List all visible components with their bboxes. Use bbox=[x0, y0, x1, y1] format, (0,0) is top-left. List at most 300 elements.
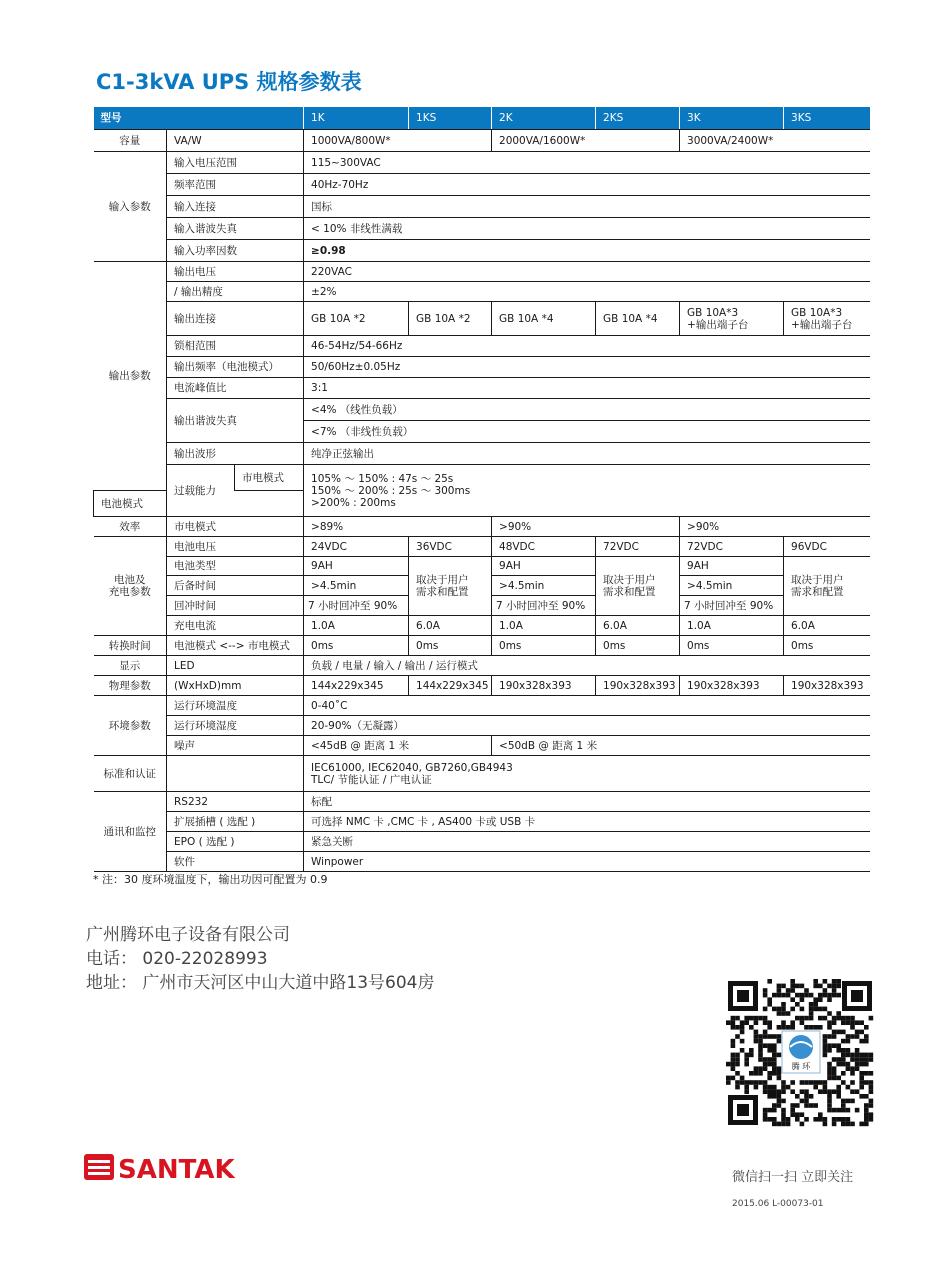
qr-module bbox=[804, 1025, 809, 1030]
row-label: 市电模式 bbox=[167, 517, 304, 537]
qr-module bbox=[823, 1085, 828, 1090]
qr-module bbox=[827, 1025, 832, 1030]
table-row bbox=[94, 517, 870, 537]
cell-value: 0ms bbox=[596, 636, 680, 656]
qr-module bbox=[850, 1071, 855, 1076]
qr-module bbox=[841, 1053, 846, 1058]
cell-value: >90% bbox=[680, 517, 870, 537]
qr-module bbox=[800, 1020, 805, 1025]
qr-module bbox=[781, 1122, 786, 1127]
qr-module bbox=[859, 1062, 864, 1067]
qr-module bbox=[777, 984, 782, 989]
qr-module bbox=[859, 1094, 864, 1099]
qr-module bbox=[804, 1016, 809, 1021]
qr-module bbox=[850, 1057, 855, 1062]
qr-module bbox=[809, 1007, 814, 1012]
qr-module bbox=[800, 1099, 805, 1104]
qr-module bbox=[836, 1089, 841, 1094]
qr-module bbox=[767, 1071, 772, 1076]
qr-module bbox=[813, 1025, 818, 1030]
qr-module bbox=[754, 1016, 759, 1021]
cell-value: 72VDC bbox=[680, 537, 784, 557]
qr-module bbox=[859, 1039, 864, 1044]
qr-module bbox=[869, 1099, 874, 1104]
table-row bbox=[94, 537, 870, 557]
table-row bbox=[94, 357, 870, 378]
cell-value: 0ms bbox=[409, 636, 492, 656]
qr-module bbox=[823, 1117, 828, 1122]
qr-module bbox=[832, 979, 837, 984]
qr-module bbox=[841, 1039, 846, 1044]
qr-module bbox=[855, 1053, 860, 1058]
qr-module bbox=[809, 1011, 814, 1016]
qr-module bbox=[758, 1048, 763, 1053]
qr-module bbox=[763, 1034, 768, 1039]
table-row bbox=[94, 756, 870, 792]
qr-module bbox=[827, 1099, 832, 1104]
qr-module bbox=[786, 1085, 791, 1090]
qr-module bbox=[864, 1122, 869, 1127]
cell-value: 20-90%（无凝露） bbox=[304, 716, 870, 736]
qr-module bbox=[836, 1030, 841, 1035]
company-address: 地址： 广州市天河区中山大道中路13号604房 bbox=[86, 973, 435, 993]
table-row bbox=[94, 736, 870, 756]
row-label: 输出谐波失真 bbox=[167, 399, 304, 443]
cell-value: 1.0A bbox=[492, 616, 596, 636]
row-label: 输入功率因数 bbox=[167, 240, 304, 262]
qr-module bbox=[763, 1057, 768, 1062]
qr-module bbox=[809, 1103, 814, 1108]
cell-value: 0ms bbox=[492, 636, 596, 656]
row-label: 后备时间 bbox=[167, 576, 304, 596]
qr-module bbox=[850, 1122, 855, 1127]
qr-module bbox=[772, 1048, 777, 1053]
table-row bbox=[94, 616, 870, 636]
qr-module bbox=[795, 1016, 800, 1021]
qr-module bbox=[836, 1108, 841, 1113]
qr-module bbox=[841, 1103, 846, 1108]
qr-module bbox=[777, 988, 782, 993]
qr-module bbox=[809, 1080, 814, 1085]
qr-module bbox=[754, 1020, 759, 1025]
qr-module bbox=[740, 1030, 745, 1035]
qr-module bbox=[731, 1039, 736, 1044]
row-label: 运行环境温度 bbox=[167, 696, 304, 716]
qr-module bbox=[772, 1043, 777, 1048]
qr-module bbox=[855, 1048, 860, 1053]
cell-value: >4.5min bbox=[304, 576, 409, 596]
qr-module bbox=[767, 1034, 772, 1039]
table-row bbox=[94, 240, 870, 262]
table-row bbox=[94, 218, 870, 240]
qr-module bbox=[777, 1094, 782, 1099]
qr-module bbox=[763, 1108, 768, 1113]
qr-module bbox=[777, 1053, 782, 1058]
qr-module bbox=[846, 1099, 851, 1104]
qr-module bbox=[790, 984, 795, 989]
cell-value: IEC61000, IEC62040, GB7260,GB4943 TLC/ 节能认证 / 广电认证 bbox=[304, 756, 870, 792]
qr-module bbox=[855, 1057, 860, 1062]
qr-module bbox=[836, 1043, 841, 1048]
qr-module bbox=[767, 1117, 772, 1122]
cell-value: >4.5min bbox=[680, 576, 784, 596]
qr-module bbox=[795, 1094, 800, 1099]
qr-module bbox=[846, 1066, 851, 1071]
qr-module bbox=[850, 1016, 855, 1021]
qr-module bbox=[809, 1002, 814, 1007]
qr-module bbox=[869, 1016, 874, 1021]
cell-value: 190x328x393 bbox=[492, 676, 596, 696]
qr-module bbox=[763, 988, 768, 993]
row-label: 过载能力 bbox=[167, 465, 235, 517]
qr-module bbox=[772, 1085, 777, 1090]
qr-module bbox=[823, 993, 828, 998]
cell-value: 1000VA/800W* bbox=[304, 130, 492, 152]
qr-module bbox=[841, 1048, 846, 1053]
qr-module bbox=[795, 1103, 800, 1108]
qr-module bbox=[744, 1020, 749, 1025]
category-input: 输入参数 bbox=[94, 152, 167, 262]
qr-module bbox=[735, 1057, 740, 1062]
qr-module bbox=[763, 1066, 768, 1071]
qr-module bbox=[855, 1062, 860, 1067]
qr-module bbox=[823, 1007, 828, 1012]
qr-module bbox=[832, 1057, 837, 1062]
qr-module bbox=[813, 1002, 818, 1007]
qr-module bbox=[800, 1080, 805, 1085]
table-row bbox=[94, 174, 870, 196]
qr-module bbox=[731, 1066, 736, 1071]
cell-value: < 10% 非线性满载 bbox=[304, 218, 870, 240]
cell-value: 40Hz-70Hz bbox=[304, 174, 870, 196]
qr-module bbox=[813, 1080, 818, 1085]
qr-module bbox=[749, 1080, 754, 1085]
row-label: 扩展插槽 ( 选配 ) bbox=[167, 812, 304, 832]
table-row bbox=[94, 443, 870, 465]
row-label: 输出连接 bbox=[167, 302, 304, 336]
qr-module bbox=[841, 1108, 846, 1113]
cell-value: <4% （线性负载） bbox=[304, 399, 870, 421]
qr-module bbox=[754, 1071, 759, 1076]
row-label: 运行环境湿度 bbox=[167, 716, 304, 736]
qr-module bbox=[726, 1076, 731, 1081]
cell-value: GB 10A *2 bbox=[409, 302, 492, 336]
cell-value: 取决于用户 需求和配置 bbox=[409, 557, 492, 616]
header-1k: 1K bbox=[304, 107, 409, 130]
qr-module bbox=[841, 1030, 846, 1035]
qr-module bbox=[754, 1039, 759, 1044]
row-label: 电池模式 <--> 市电模式 bbox=[167, 636, 304, 656]
header-model: 型号 bbox=[94, 107, 304, 130]
row-label: 输出电压 bbox=[167, 262, 304, 282]
qr-module bbox=[836, 1057, 841, 1062]
qr-module bbox=[832, 1089, 837, 1094]
qr-module bbox=[735, 1053, 740, 1058]
qr-module bbox=[809, 1025, 814, 1030]
cell-value: <7% （非线性负载） bbox=[304, 421, 870, 443]
qr-module bbox=[777, 1066, 782, 1071]
qr-module bbox=[859, 1020, 864, 1025]
qr-module bbox=[786, 1011, 791, 1016]
qr-module bbox=[781, 993, 786, 998]
qr-module bbox=[731, 1076, 736, 1081]
table-row bbox=[94, 792, 870, 812]
row-label: 电池类型 bbox=[167, 557, 304, 576]
qr-module bbox=[772, 1034, 777, 1039]
table-row bbox=[94, 399, 870, 421]
qr-module bbox=[786, 993, 791, 998]
qr-module bbox=[823, 1043, 828, 1048]
cell-value: 144x229x345 bbox=[304, 676, 409, 696]
qr-module bbox=[749, 1053, 754, 1058]
qr-module bbox=[855, 1030, 860, 1035]
qr-module bbox=[869, 1057, 874, 1062]
cell-value: 36VDC bbox=[409, 537, 492, 557]
qr-module bbox=[846, 1053, 851, 1058]
cell-value: <50dB @ 距离 1 米 bbox=[492, 736, 870, 756]
qr-module bbox=[777, 1039, 782, 1044]
cell-value: 0ms bbox=[304, 636, 409, 656]
qr-module bbox=[855, 1034, 860, 1039]
qr-module bbox=[790, 1007, 795, 1012]
qr-module bbox=[869, 1117, 874, 1122]
qr-module bbox=[790, 1025, 795, 1030]
table-row bbox=[94, 302, 870, 336]
qr-module bbox=[790, 1112, 795, 1117]
qr-module bbox=[740, 1048, 745, 1053]
cell-value: 取决于用户 需求和配置 bbox=[784, 557, 870, 616]
qr-module bbox=[836, 1094, 841, 1099]
qr-module bbox=[836, 1076, 841, 1081]
qr-module bbox=[740, 1076, 745, 1081]
qr-module bbox=[841, 1117, 846, 1122]
table-row bbox=[94, 262, 870, 282]
qr-module bbox=[790, 1089, 795, 1094]
row-label: 输入电压范围 bbox=[167, 152, 304, 174]
qr-module bbox=[859, 1122, 864, 1127]
qr-module bbox=[800, 984, 805, 989]
qr-module bbox=[772, 1066, 777, 1071]
row-label: 噪声 bbox=[167, 736, 304, 756]
qr-module bbox=[827, 1108, 832, 1113]
row-label: 充电电流 bbox=[167, 616, 304, 636]
qr-module bbox=[772, 993, 777, 998]
qr-module bbox=[841, 1071, 846, 1076]
qr-module bbox=[827, 1062, 832, 1067]
row-label: 锁相范围 bbox=[167, 336, 304, 357]
qr-module bbox=[850, 1089, 855, 1094]
qr-module bbox=[763, 1030, 768, 1035]
page-title: C1-3kVA UPS 规格参数表 bbox=[96, 70, 362, 94]
category-standards: 标准和认证 bbox=[94, 756, 167, 792]
qr-module bbox=[841, 1062, 846, 1067]
qr-module bbox=[772, 1089, 777, 1094]
category-battery: 电池及 充电参数 bbox=[94, 537, 167, 636]
qr-module bbox=[832, 984, 837, 989]
qr-module bbox=[767, 1020, 772, 1025]
qr-module bbox=[795, 1112, 800, 1117]
row-label: 频率范围 bbox=[167, 174, 304, 196]
qr-module bbox=[846, 1122, 851, 1127]
qr-module bbox=[772, 1057, 777, 1062]
qr-module bbox=[731, 1062, 736, 1067]
qr-module bbox=[781, 984, 786, 989]
table-row bbox=[94, 676, 870, 696]
qr-module bbox=[823, 979, 828, 984]
document-code: 2015.06 L-00073-01 bbox=[732, 1199, 824, 1209]
qr-module bbox=[763, 1117, 768, 1122]
santak-logo bbox=[84, 1153, 256, 1181]
qr-module bbox=[832, 1030, 837, 1035]
qr-module bbox=[790, 1020, 795, 1025]
qr-module bbox=[855, 1089, 860, 1094]
qr-module bbox=[804, 1103, 809, 1108]
qr-module bbox=[767, 1108, 772, 1113]
qr-module bbox=[846, 1039, 851, 1044]
table-row bbox=[94, 465, 870, 491]
row-sublabel: 电池模式 bbox=[94, 491, 167, 517]
qr-module bbox=[744, 1080, 749, 1085]
qr-module bbox=[827, 1089, 832, 1094]
qr-module bbox=[758, 1057, 763, 1062]
qr-module bbox=[864, 1094, 869, 1099]
row-label-empty bbox=[167, 756, 304, 792]
table-row bbox=[94, 378, 870, 399]
qr-module bbox=[763, 1020, 768, 1025]
cell-value: <45dB @ 距离 1 米 bbox=[304, 736, 492, 756]
qr-module bbox=[781, 1007, 786, 1012]
qr-module bbox=[790, 1080, 795, 1085]
qr-module bbox=[790, 1108, 795, 1113]
qr-module bbox=[731, 1020, 736, 1025]
footnote: * 注：30 度环境温度下，输出功因可配置为 0.9 bbox=[93, 873, 328, 886]
qr-module bbox=[846, 1034, 851, 1039]
qr-module bbox=[758, 1080, 763, 1085]
qr-module bbox=[859, 1080, 864, 1085]
cell-value: 9AH bbox=[680, 557, 784, 576]
table-row bbox=[94, 696, 870, 716]
cell-value: 115~300VAC bbox=[304, 152, 870, 174]
header-1ks: 1KS bbox=[409, 107, 492, 130]
cell-value: 1.0A bbox=[304, 616, 409, 636]
qr-module bbox=[859, 1071, 864, 1076]
qr-module bbox=[823, 988, 828, 993]
qr-module bbox=[758, 1034, 763, 1039]
qr-module bbox=[767, 1002, 772, 1007]
qr-module bbox=[827, 1094, 832, 1099]
qr-module bbox=[735, 1085, 740, 1090]
qr-module bbox=[767, 979, 772, 984]
qr-module bbox=[772, 1007, 777, 1012]
cell-value: >89% bbox=[304, 517, 492, 537]
logo-text: SANTAK bbox=[118, 1155, 235, 1181]
qr-module bbox=[818, 1089, 823, 1094]
qr-module bbox=[859, 1085, 864, 1090]
cell-value: 46-54Hz/54-66Hz bbox=[304, 336, 870, 357]
cell-value: 72VDC bbox=[596, 537, 680, 557]
qr-module bbox=[744, 1053, 749, 1058]
qr-module bbox=[859, 1076, 864, 1081]
qr-module bbox=[744, 1057, 749, 1062]
qr-module bbox=[777, 1034, 782, 1039]
qr-module bbox=[777, 1122, 782, 1127]
qr-module bbox=[767, 1057, 772, 1062]
qr-module bbox=[869, 1080, 874, 1085]
cell-value: 取决于用户 需求和配置 bbox=[596, 557, 680, 616]
qr-module bbox=[772, 1053, 777, 1058]
row-label: 电池电压 bbox=[167, 537, 304, 557]
cell-value: ±2% bbox=[304, 282, 870, 302]
qr-module bbox=[740, 1020, 745, 1025]
qr-module bbox=[781, 1002, 786, 1007]
qr-module bbox=[767, 1085, 772, 1090]
header-3ks: 3KS bbox=[784, 107, 870, 130]
cell-value: GB 10A*3 +输出端子台 bbox=[680, 302, 784, 336]
qr-module bbox=[846, 1085, 851, 1090]
qr-module bbox=[763, 1043, 768, 1048]
row-label: 输入谐波失真 bbox=[167, 218, 304, 240]
qr-module bbox=[869, 1053, 874, 1058]
qr-module bbox=[772, 1094, 777, 1099]
qr-module bbox=[823, 1089, 828, 1094]
qr-module bbox=[823, 1053, 828, 1058]
category-efficiency: 效率 bbox=[94, 517, 167, 537]
header-2k: 2K bbox=[492, 107, 596, 130]
qr-module bbox=[813, 984, 818, 989]
qr-module bbox=[726, 1062, 731, 1067]
cell-value: 9AH bbox=[492, 557, 596, 576]
qr-module bbox=[832, 1076, 837, 1081]
cell-value: 50/60Hz±0.05Hz bbox=[304, 357, 870, 378]
qr-module bbox=[735, 1016, 740, 1021]
row-label: 电流峰值比 bbox=[167, 378, 304, 399]
qr-module bbox=[809, 1016, 814, 1021]
qr-module bbox=[786, 1117, 791, 1122]
qr-module bbox=[823, 1080, 828, 1085]
qr-module bbox=[813, 979, 818, 984]
scan-caption: 微信扫一扫 立即关注 bbox=[732, 1170, 854, 1185]
company-name: 广州腾环电子设备有限公司 bbox=[86, 925, 290, 945]
qr-module bbox=[850, 1020, 855, 1025]
qr-module bbox=[809, 1094, 814, 1099]
qr-module bbox=[836, 1062, 841, 1067]
qr-module bbox=[800, 1089, 805, 1094]
qr-module bbox=[781, 1011, 786, 1016]
qr-module bbox=[813, 997, 818, 1002]
qr-module bbox=[804, 993, 809, 998]
qr-module bbox=[864, 1053, 869, 1058]
qr-module bbox=[841, 1016, 846, 1021]
qr-module bbox=[846, 1048, 851, 1053]
cell-value: GB 10A *2 bbox=[304, 302, 409, 336]
qr-module bbox=[859, 1053, 864, 1058]
cell-value: 190x328x393 bbox=[596, 676, 680, 696]
row-label: 回冲时间 bbox=[167, 596, 304, 616]
qr-module bbox=[832, 993, 837, 998]
qr-module bbox=[850, 1025, 855, 1030]
qr-module bbox=[832, 1016, 837, 1021]
qr-module bbox=[869, 1071, 874, 1076]
qr-module bbox=[832, 1122, 837, 1127]
qr-module bbox=[827, 1066, 832, 1071]
qr-module bbox=[772, 1108, 777, 1113]
qr-module bbox=[818, 1016, 823, 1021]
qr-module bbox=[869, 1103, 874, 1108]
qr-module bbox=[804, 1099, 809, 1104]
qr-module bbox=[864, 1039, 869, 1044]
qr-module bbox=[777, 1076, 782, 1081]
qr-module bbox=[767, 1048, 772, 1053]
